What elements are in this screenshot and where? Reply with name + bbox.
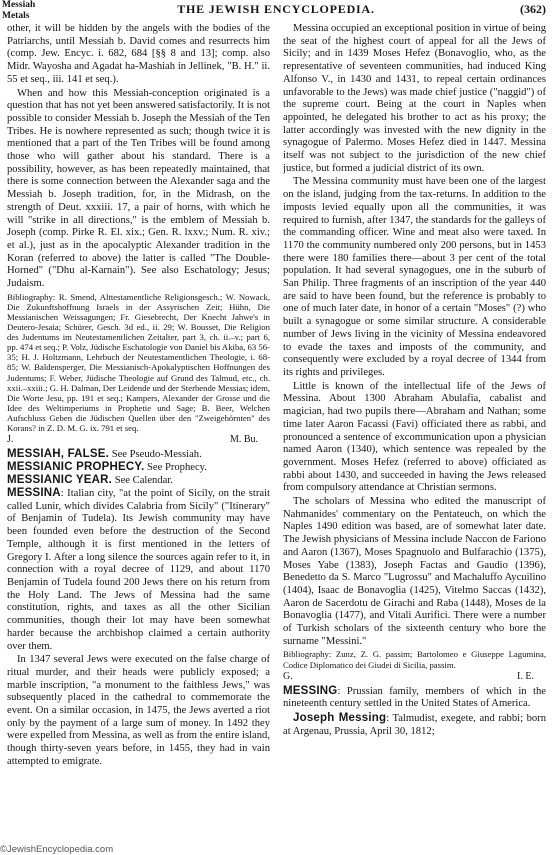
signature xyxy=(7,434,270,446)
signature-author: M. Bu. xyxy=(229,434,258,446)
site-credit[interactable]: ©JewishEncyclopedia.com xyxy=(0,844,114,855)
joseph-messing-text: : Talmudist, exegete, and rabbi; born at Argenau, Prussia, April 30, 1812; xyxy=(283,713,546,737)
left-column xyxy=(7,23,270,843)
messina-paragraph-2: In 1347 several Jews were executed on the false charge of ritual murder, and their heads were publicly exposed; a marble inscription, "a monument to the faithless Jews," was subsequently placed in the cathedral to commemorate the event. On a similar occasion, in 1475, the Jews averted a riot only by the payment of a large sum of money. In 1492 they were expelled from Messina, as well as from the entire island, though thirty-seven years before, in 1455, they had in vain attempted to emigrate. xyxy=(7,654,270,767)
page-number: (362) xyxy=(520,2,546,16)
messiah-paragraph-2: When and how this Messiah-conception originated is a question that has not yet been answered satisfactorily. It is not possible to consider Messiah b. Joseph the Messiah of the Ten Tribes. He is nowhere represented as such; though twice it is mentioned that a part of the Ten Tribes will be found among those who will gather about his standard. There is a possibility, however, as has been repeatedly maintained, that there is some connection between the Alexander saga and the Messiah b. Joseph tradition, for, in the Midrash, on the strength of Deut. xxxiii. 17, a pair of horns, with which he will "strike in all directions," is the emblem of Messiah b. Joseph (comp. Pirke R. El. xix.; Gen. R. lxxv.; Num. R. xiv.; et al.), just as in the apocalyptic Alexander tradition in the Koran (referred to above) the latter is called "The Double-Horned" ("Dhu al-Karnain"). See also Eschatology; Jesus; Judaism. xyxy=(7,87,270,290)
messina-paragraph-1 xyxy=(7,487,270,653)
right-column xyxy=(283,23,546,843)
running-head-last: Metals xyxy=(2,10,30,21)
signature-author: I. E. xyxy=(517,670,534,682)
running-head-first: Messiah xyxy=(2,0,36,10)
messina-text-1: : Italian city, "at the point of Sicily, on the strait called Lunir, which divides Calabria from Sicily" ("Itinerary" of Benjamin of Tudela). Its Jewish community may have been founded even before the destruction of the Second Temple, although it is first mentioned in the letters of Gregory I. After a long silence the sources again refer to it, in connection with a royal decree of 1129, and about 1170 Benjamin of Tudela found 200 Jews there on his return from the Holy Land. The Jews of Messina had the same constitution, rights, and taxes as all the other Sicilian communities, though their lot may have been somewhat harder because the archbishop claimed a certain authority over them. xyxy=(7,488,270,652)
messina-paragraph-6: The scholars of Messina who edited the manuscript of Nahmanides' commentary on the Pentateuch, on which the Naples 1490 edition was based, are of somewhat later date. The Jewish physicians of Messina include Naccon de Fariono and Aaron (1367), Moses Spagnuolo and Bulfarachio (1375), Moses Yabe (1383), Joseph Factas and Gaudio (1396), Benedetto da S. Marco "Lugrossu" and Machaluffo Aycuilino (1404), Isaac de Bonavoglia (1425), Vitelmo Saccas (1432), Aaron de Sacerdotu de Girachi and Raba (1448), Moses de la Bonavoglia (1477), and Vitali Aurifici. There were a number of Turkish scholars of the sixteenth century who bore the surname "Messini." xyxy=(283,496,546,647)
entry-messianic-year xyxy=(7,474,270,487)
publication-title: THE JEWISH ENCYCLOPEDIA. xyxy=(177,2,375,16)
entry-heading: MESSIAH, FALSE. xyxy=(7,448,110,461)
cross-reference-link[interactable]: See Pseudo-Messiah. xyxy=(111,449,202,461)
messing-text: : Prussian family, members of which in the nineteenth century settled in the United States of America. xyxy=(283,685,546,710)
entry-heading: MESSIANIC PROPHECY. xyxy=(7,461,145,474)
signature xyxy=(283,671,546,683)
bibliography: Bibliography: Zunz, Z. G. passim; Bartolomeo e Giuseppe Lagumina, Codice Diplomatico dei Giudei di Sicilia, passim. xyxy=(283,649,546,670)
entry-heading: MESSIANIC YEAR. xyxy=(7,474,113,487)
signature-initial: G. xyxy=(283,670,293,682)
messing-paragraph xyxy=(283,685,546,711)
messina-paragraph-3: Messina occupied an exceptional position in virtue of being the seat of the highest court of appeal for all the Jews of Sicily; and in 1439 Moses Hefez (Bonavoglio, who, as the representative of seventeen communities, had induced King Alfonso V., in 1430 and 1431, to repeal certain ordinances unfavorable to the Jews) was made chief justice ("naggid") of the supreme court. Being at the court in Naples when appointed, he delegated his brother to act as his proxy; the latter accordingly was invested with the new dignity in the synagogue of Palermo. Moses Hefez died in 1447. Messina itself was not subject to the jurisdiction of the new chief justice, but formed a judicial district of its own. xyxy=(283,23,546,174)
entry-heading-messing: MESSING xyxy=(283,684,338,697)
cross-reference-link[interactable]: See Calendar. xyxy=(114,475,173,487)
entry-heading-messina: MESSINA xyxy=(7,487,61,500)
entry-messianic-prophecy xyxy=(7,461,270,474)
entry-heading-joseph-messing: Joseph Messing xyxy=(293,712,387,725)
joseph-messing-paragraph xyxy=(283,712,546,738)
cross-reference-link[interactable]: See Prophecy. xyxy=(147,462,207,474)
entry-messiah-false xyxy=(7,448,270,461)
signature-initial: J. xyxy=(7,434,14,446)
messina-paragraph-4: The Messina community must have been one of the largest on the island, judging from the tax-returns. In addition to the imposts levied equally upon all the communities, it was required to furnish, after 1347, the standards for the galleys of the commanding officer. Wine and meat also were taxed. In 1170 the community numbered only 200 persons, but in 1453 there were 180 families there—about 3 per cent of the total population. It had several synagogues, one in the suburb of San Philip. Three fragments of an inscription of the year 440 are said to have been found, but the reference is probably to one of much later date, in honor of a certain "Moses" (?) who built a synagogue or some similar structure. A considerable number of Jews living in the vicinity of Messina endeavored to evade the taxes and imposts of the community, and consequently were excluded by a royal decree of 1344 from its rights and privileges. xyxy=(283,176,546,378)
bibliography: Bibliography: R. Smend, Alttestamentliche Religionsgesch.; W. Nowack, Die Zukunftshoffnung Israels in der Assyrischen Zeit; Hühn, Die Messianischen Weissagungen; Fr. Giesebrecht, Der Knecht Jahwe's in Deutero-Jesaia; Schürer, Gesch. 3d ed., ii. 29; W. Bousset, Die Religion des Judentums im Neutestamentlichen Zeitalter, part 3, ch. ii.–v.; part 6, pp. 474 et seq.; P. Volz, Jüdische Eschatologie von Daniel bis Akiba, 63 56-35; H. J. Holtzmann, Lehrbuch der Neutestamentlichen Theologie, i. 68-85; W. Baldensperger, Die Messianisch-Apokalyptischen Hoffnungen des Judentums; F. Weber, Jüdische Theologie auf Grund des Talmud, etc., ch. xxii.–xxiii.; G. H. Dalman, Der Leidende und der Sterbende Messias; idem, Die Worte Jesu, pp. 191 et seq.; Kampers, Alexander der Grosse und die Idee des Weltimperiums in Prophetie und Sage; B. Beer, Welchen Aufschluss Geben die Jüdischen Quellen über den "Zweigehörnten" des Korans? in Z. D. M. G. ix. 791 et seq. xyxy=(7,291,270,433)
messina-paragraph-5: Little is known of the intellectual life of the Jews of Messina. About 1300 Abraham Abulafia, cabalist and magician, had two pupils there—Abraham and Nathan; some time later Aaron Facassi (Favi) officiated there as rabbi, and pronounced a sentence of excommunication upon a physician named Aaron (1340), which sentence was repealed by the government. Moses Hefez (referred to above) officiated as rabbi about 1430, and succeeded in having the Jews released from compulsory attendance at Christian sermons. xyxy=(283,380,546,494)
page-header xyxy=(0,0,552,22)
messiah-paragraph-1: other, it will be hidden by the angels with the bodies of the Patriarchs, until Messiah b. David comes and resurrects him (comp. Jew. Encyc. i. 682, 684 [§§ 8 and 13]; comp. also Midr. Wayosha and Agadat ha-Mashiah in Jellinek, "B. H." ii. 55 et seq., iii. 141 et seq.). xyxy=(7,23,270,85)
